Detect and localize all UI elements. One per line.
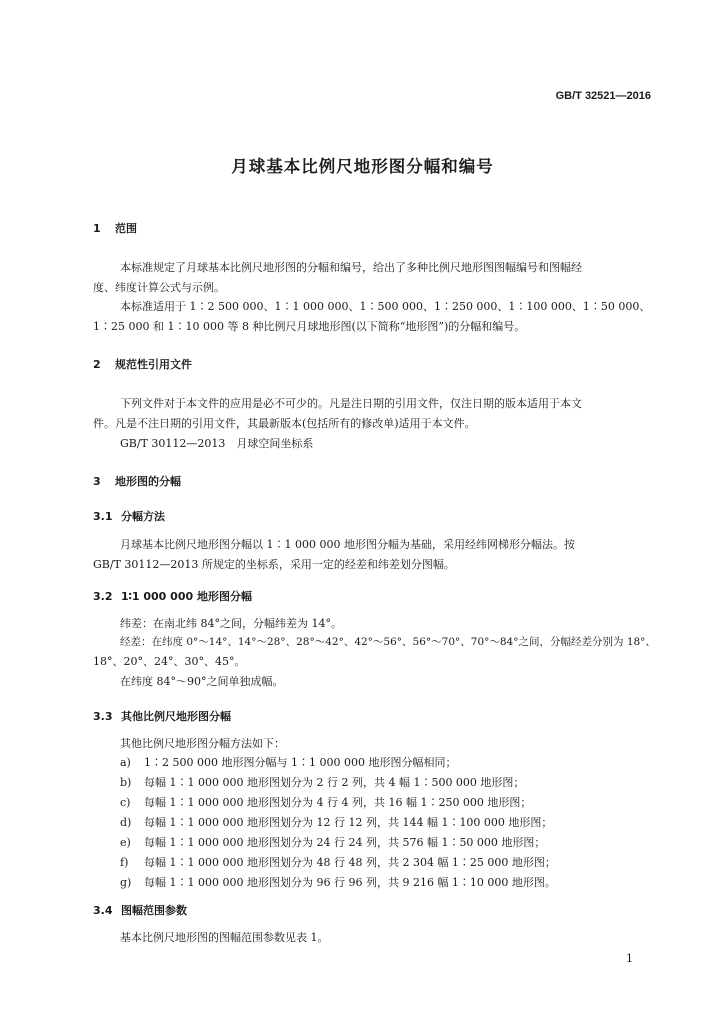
list-marker: b) (120, 776, 132, 789)
list-marker: e) (120, 836, 131, 849)
section-title: 规范性引用文件 (115, 358, 192, 371)
paragraph-line: 月球基本比例尺地形图分幅以 1∶1 000 000 地形图分幅为基础，采用经纬网梯形分幅法。按 (120, 538, 575, 551)
list-item-text: 每幅 1∶1 000 000 地形图划分为 4 行 4 列，共 16 幅 1∶250 000 地形图； (144, 796, 532, 809)
section-3-2-heading (93, 588, 252, 604)
list-item-text: 每幅 1∶1 000 000 地形图划分为 12 行 12 列，共 144 幅 1∶100 000 地形图； (144, 816, 553, 829)
list-item (120, 833, 556, 853)
document-title: 月球基本比例尺地形图分幅和编号 (231, 157, 494, 176)
list-item (120, 753, 556, 773)
paragraph-line: 本标准适用于 1∶2 500 000、1∶1 000 000、1∶500 000、1∶250 000、1∶100 000、1∶50 000、 (120, 300, 651, 313)
section-3-heading (93, 473, 181, 489)
paragraph-line: 本标准规定了月球基本比例尺地形图的分幅和编号，给出了多种比例尺地形图图幅编号和图幅经 (120, 261, 582, 274)
paragraph-line: 1∶25 000 和 1∶10 000 等 8 种比例尺月球地形图(以下简称“地形图”)的分幅和编号。 (93, 320, 526, 333)
page-number: 1 (626, 952, 633, 965)
list-item (120, 793, 556, 813)
section-number: 3.1 (93, 510, 113, 523)
normative-reference: GB/T 30112—2013 月球空间坐标系 (120, 437, 314, 450)
list-marker: g) (120, 876, 132, 889)
section-title: 其他比例尺地形图分幅 (121, 710, 231, 723)
paragraph-line: 其他比例尺地形图分幅方法如下： (120, 737, 285, 750)
section-number: 3.4 (93, 904, 113, 917)
section-number: 3 (93, 475, 101, 488)
paragraph-line: 度、纬度计算公式与示例。 (93, 281, 225, 294)
paragraph-line: GB/T 30112—2013 所规定的坐标系，采用一定的经差和纬差划分图幅。 (93, 558, 455, 571)
list-item (120, 873, 556, 893)
section-title: 地形图的分幅 (115, 475, 181, 488)
scale-division-list (120, 753, 556, 893)
paragraph-line: 在纬度 84°～90°之间单独成幅。 (120, 675, 284, 688)
standard-code: GB/T 32521—2016 (555, 90, 651, 102)
paragraph-line: 18°、20°、24°、30°、45°。 (93, 655, 246, 668)
section-title: 分幅方法 (121, 510, 165, 523)
list-item (120, 813, 556, 833)
section-3-4-heading (93, 902, 187, 918)
list-marker: a) (120, 756, 131, 769)
section-title: 1∶1 000 000 地形图分幅 (121, 590, 252, 603)
list-item-text: 1∶2 500 000 地形图分幅与 1∶1 000 000 地形图分幅相同； (144, 756, 457, 769)
list-item-text: 每幅 1∶1 000 000 地形图划分为 2 行 2 列，共 4 幅 1∶500 000 地形图； (144, 776, 525, 789)
list-item-text: 每幅 1∶1 000 000 地形图划分为 48 行 48 列，共 2 304 幅 1∶25 000 地形图； (144, 856, 556, 869)
list-item-text: 每幅 1∶1 000 000 地形图划分为 96 行 96 列，共 9 216 幅 1∶10 000 地形图。 (144, 876, 556, 889)
list-marker: d) (120, 816, 132, 829)
section-1-heading (93, 220, 137, 236)
list-marker: c) (120, 796, 131, 809)
list-item (120, 853, 556, 873)
section-title: 图幅范围参数 (121, 904, 187, 917)
section-number: 3.2 (93, 590, 113, 603)
paragraph-line: 下列文件对于本文件的应用是必不可少的。凡是注日期的引用文件，仅注日期的版本适用于本文 (120, 397, 582, 410)
paragraph-line: 经差：在纬度 0°～14°、14°～28°、28°～42°、42°～56°、56°～70°、70°～84°之间，分幅经差分别为 18°、 (120, 636, 656, 648)
section-number: 1 (93, 222, 101, 235)
section-3-1-heading (93, 508, 165, 524)
list-item (120, 773, 556, 793)
section-number: 2 (93, 358, 101, 371)
section-2-heading (93, 356, 192, 372)
list-item-text: 每幅 1∶1 000 000 地形图划分为 24 行 24 列，共 576 幅 1∶50 000 地形图； (144, 836, 546, 849)
section-title: 范围 (115, 222, 137, 235)
section-number: 3.3 (93, 710, 113, 723)
list-marker: f) (120, 856, 129, 869)
paragraph-line: 纬差：在南北纬 84°之间，分幅纬差为 14°。 (120, 617, 342, 630)
paragraph-line: 件。凡是不注日期的引用文件，其最新版本(包括所有的修改单)适用于本文件。 (93, 417, 476, 430)
paragraph-line: 基本比例尺地形图的图幅范围参数见表 1。 (120, 931, 329, 944)
section-3-3-heading (93, 708, 231, 724)
